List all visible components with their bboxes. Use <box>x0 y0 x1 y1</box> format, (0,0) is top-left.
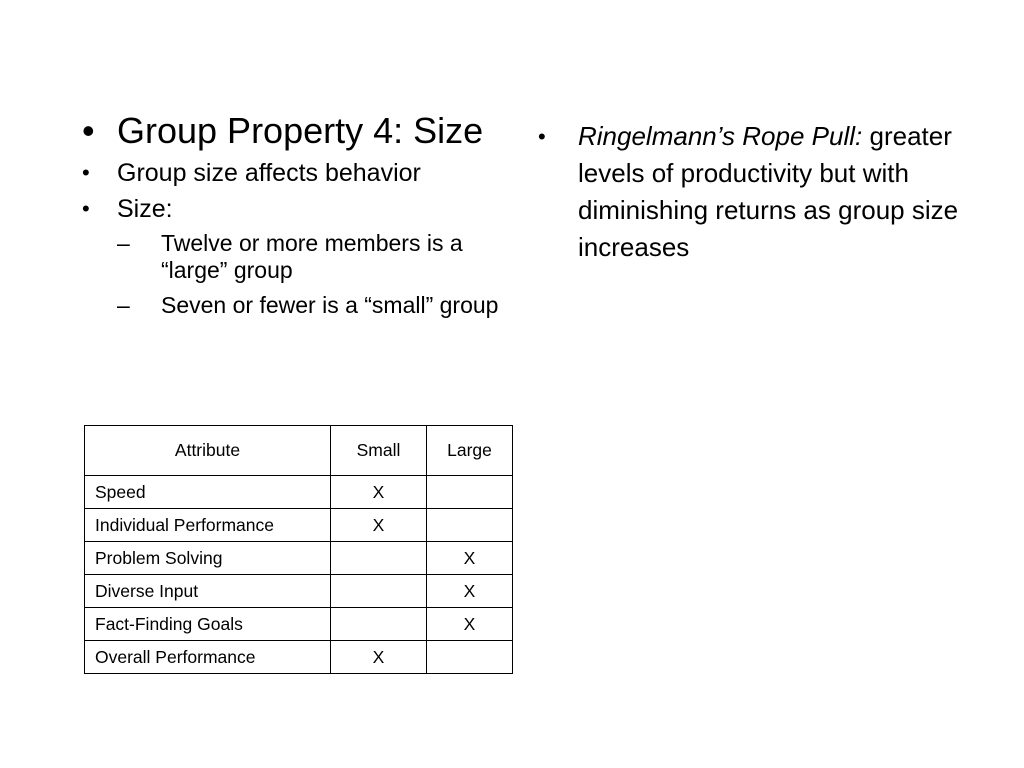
bullet-dot: • <box>82 160 90 185</box>
bullet-item <box>82 194 512 224</box>
cell-large: X <box>427 608 513 641</box>
cell-attribute: Problem Solving <box>85 542 331 575</box>
header-large: Large <box>427 426 513 476</box>
bullet-dot: • <box>538 124 546 149</box>
dash-marker: – <box>117 292 130 318</box>
bullet-item <box>82 158 512 188</box>
header-attribute: Attribute <box>85 426 331 476</box>
bullet-text: Size: <box>117 195 173 223</box>
sub-bullet-text: Seven or fewer is a “small” group <box>161 292 499 318</box>
cell-small <box>331 608 427 641</box>
sub-bullet-text: Twelve or more members is a “large” group <box>161 230 463 283</box>
right-column <box>538 118 978 266</box>
cell-small <box>331 575 427 608</box>
cell-large <box>427 641 513 674</box>
cell-small: X <box>331 509 427 542</box>
table-row <box>85 542 513 575</box>
table-row <box>85 509 513 542</box>
cell-small: X <box>331 476 427 509</box>
left-column <box>82 112 512 327</box>
attribute-table <box>84 425 513 674</box>
table-row <box>85 641 513 674</box>
cell-attribute: Overall Performance <box>85 641 331 674</box>
dash-marker: – <box>117 230 130 256</box>
bullet-item <box>538 118 978 266</box>
bullet-dot: • <box>82 110 95 151</box>
cell-attribute: Speed <box>85 476 331 509</box>
cell-large: X <box>427 575 513 608</box>
sub-bullet-item <box>117 292 501 319</box>
cell-small <box>331 542 427 575</box>
cell-large: X <box>427 542 513 575</box>
cell-large <box>427 476 513 509</box>
sub-bullet-list <box>82 230 512 319</box>
ringelmann-text: greater levels of productivity but with diminishing returns as group size increases <box>578 121 959 262</box>
cell-attribute: Individual Performance <box>85 509 331 542</box>
table-header-row <box>85 426 513 476</box>
cell-large <box>427 509 513 542</box>
cell-small: X <box>331 641 427 674</box>
ringelmann-heading: Ringelmann’s Rope Pull: <box>578 121 863 151</box>
table-row <box>85 608 513 641</box>
cell-attribute: Fact-Finding Goals <box>85 608 331 641</box>
table-row <box>85 575 513 608</box>
table-row <box>85 476 513 509</box>
slide-title: Group Property 4: Size <box>117 110 484 151</box>
header-small: Small <box>331 426 427 476</box>
sub-bullet-item <box>117 230 501 284</box>
bullet-dot: • <box>82 196 90 221</box>
bullet-text: Group size affects behavior <box>117 159 421 187</box>
bullet-title <box>82 112 512 150</box>
cell-attribute: Diverse Input <box>85 575 331 608</box>
